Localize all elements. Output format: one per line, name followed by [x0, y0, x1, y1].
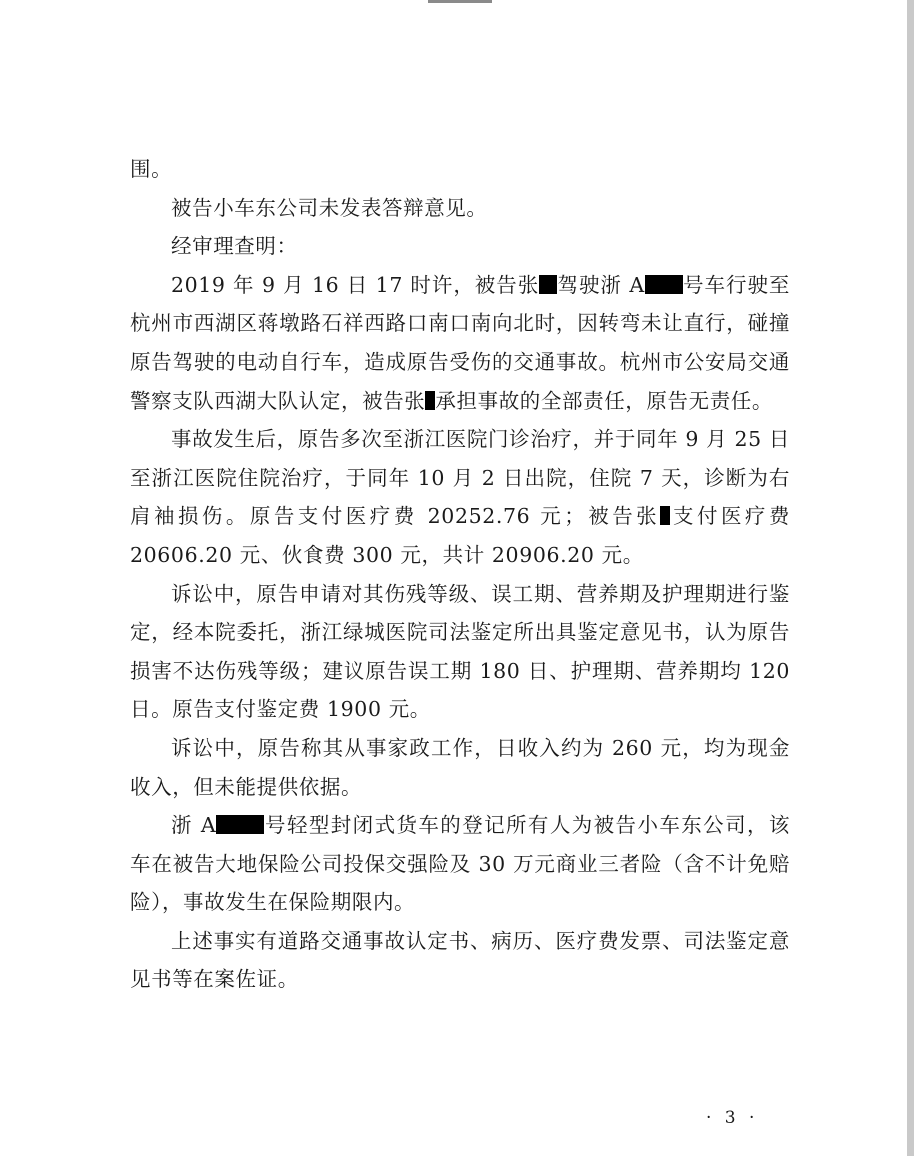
redaction-block [660, 506, 670, 525]
text: 事故发生后，原告多次至浙江医院门诊治疗，并于同年 9 月 25 日至浙江医院住院治疗，于同年 10 月 2 日出院，住院 7 天，诊断为右肩袖损伤。原告支付医疗费 20252.76 元；被告张 [130, 427, 790, 529]
paragraph-defendant-no-reply [130, 189, 790, 228]
text: 号车行驶至杭州市西湖区蒋墩路石祥西路口南口南向北时，因转弯未让直行，碰撞原告驾驶的电动自行车，造成原告受伤的交通事故。杭州市公安局交通警察支队西湖大队认定，被告张 [130, 272, 791, 413]
page-number: · 3 · [706, 1108, 759, 1128]
text: 承担事故的全部责任，原告无责任。 [435, 388, 774, 413]
text: 支付医疗费 20606.20 元、伙食费 300 元，共计 20906.20 元。 [130, 504, 791, 567]
text: 2019 年 9 月 16 日 17 时许，被告张 [171, 272, 540, 297]
top-binding-mark [428, 0, 492, 3]
text: 号轻型封闭式货车的登记所有人为被告小车东公司，该车在被告大地保险公司投保交强险及 30 万元商业三者险（含不计免赔险），事故发生在保险期限内。 [130, 813, 790, 915]
text: 驾驶浙 A [557, 272, 645, 297]
redaction-block [539, 275, 557, 294]
document-body [130, 150, 790, 999]
text: 浙 A [171, 813, 217, 838]
text: 诉讼中，原告申请对其伤残等级、误工期、营养期及护理期进行鉴定，经本院委托，浙江绿城医院司法鉴定所出具鉴定意见书，认为原告损害不达伤残等级；建议原告误工期 180 日、护理期、营养期均 120 日。原告支付鉴定费 1900 元。 [130, 581, 790, 722]
paragraph-income-claim [130, 729, 790, 806]
text: 诉讼中，原告称其从事家政工作，日收入约为 260 元，均为现金收入，但未能提供依据。 [130, 735, 790, 799]
paragraph-medical-treatment [130, 420, 790, 574]
paragraph-appraisal [130, 575, 790, 729]
paragraph-evidence [130, 922, 790, 999]
text: 经审理查明： [171, 234, 298, 259]
paragraph-accident-facts [130, 266, 790, 420]
paragraph-findings-heading [130, 227, 790, 266]
redaction-block [216, 815, 264, 834]
redaction-block [425, 391, 435, 410]
page-edge [907, 0, 914, 1156]
paragraph-vehicle-insurance [130, 806, 790, 922]
text: 被告小车东公司未发表答辩意见。 [171, 195, 488, 220]
redaction-block [645, 275, 683, 294]
text: 围。 [130, 157, 173, 181]
text: 上述事实有道路交通事故认定书、病历、医疗费发票、司法鉴定意见书等在案佐证。 [130, 928, 790, 992]
paragraph-continuation [130, 150, 790, 189]
